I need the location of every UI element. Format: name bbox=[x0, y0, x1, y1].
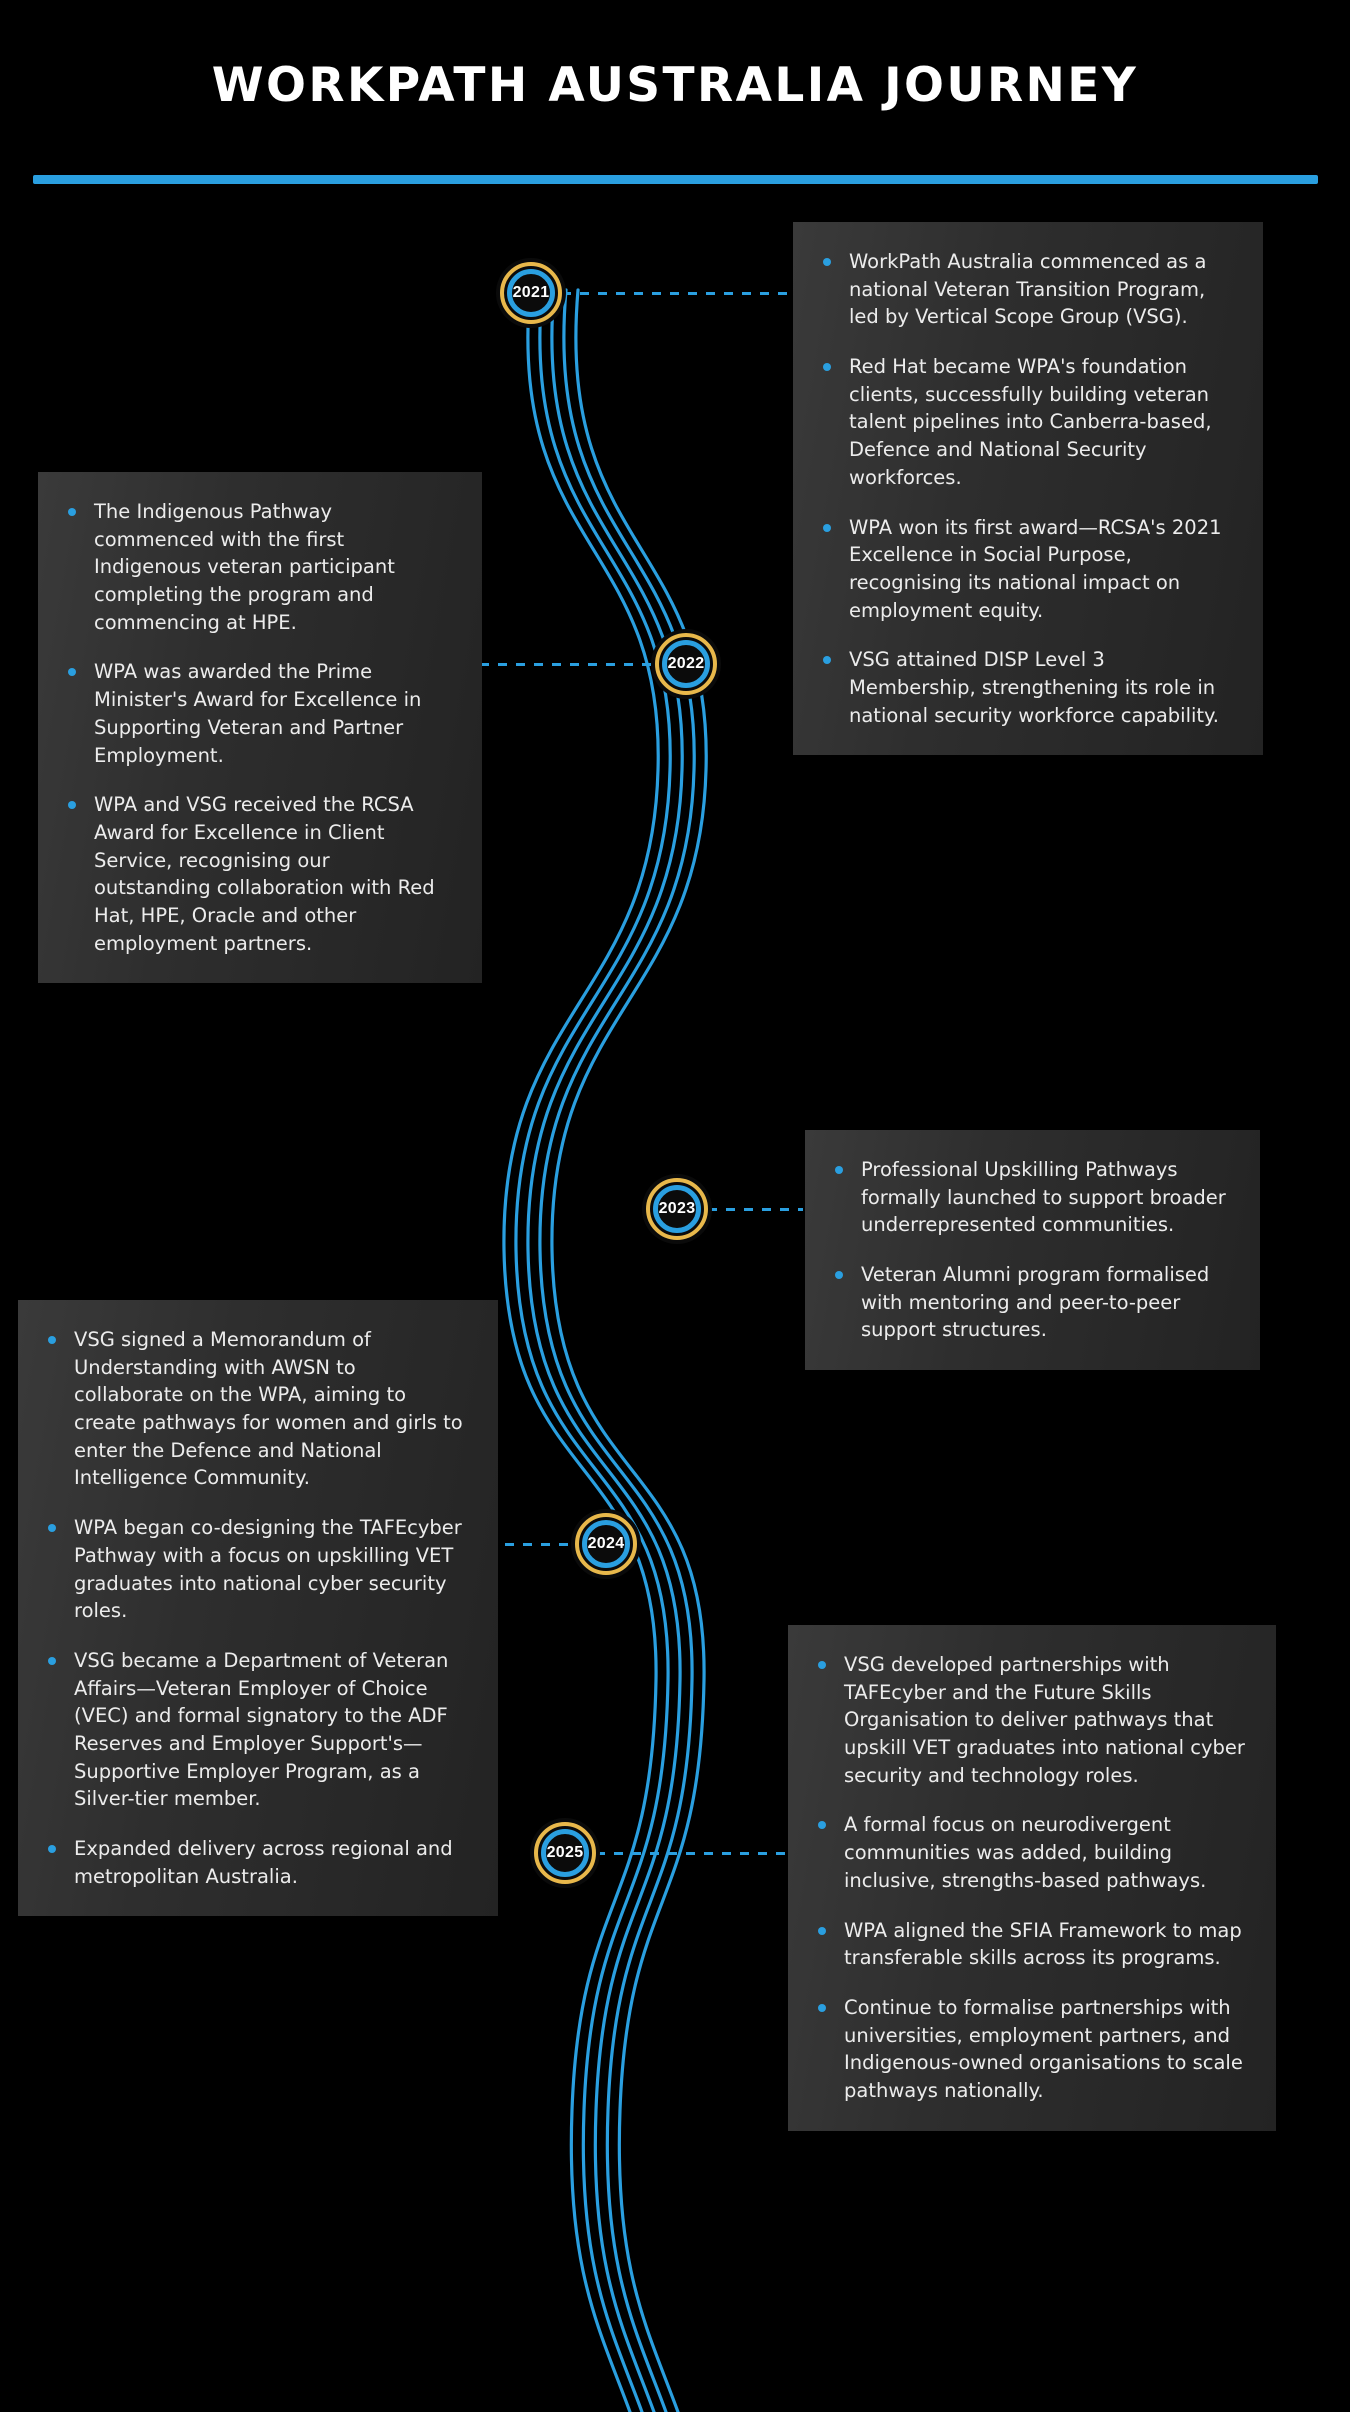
connector-2024 bbox=[487, 1543, 575, 1546]
milestone-list bbox=[815, 248, 1233, 729]
list-item-text: Continue to formalise partnerships with universities, employment partners, and Indigenous-owned organisations to scale pathways nationally. bbox=[844, 1995, 1243, 2102]
title-divider bbox=[33, 175, 1318, 184]
bullet-icon bbox=[818, 1821, 826, 1829]
bullet-icon bbox=[48, 1336, 56, 1344]
connector-2022 bbox=[480, 663, 655, 666]
milestone-list bbox=[810, 1651, 1246, 2105]
milestone-list bbox=[60, 498, 452, 957]
list-item bbox=[815, 248, 1233, 331]
timeline-node-2021[interactable] bbox=[500, 262, 562, 324]
list-item bbox=[827, 1261, 1230, 1344]
page-title: WORKPATH AUSTRALIA JOURNEY bbox=[211, 58, 1139, 113]
list-item bbox=[810, 1651, 1246, 1789]
list-item-text: A formal focus on neurodivergent communities was added, building inclusive, strengths-based pathways. bbox=[844, 1813, 1207, 1892]
bullet-icon bbox=[68, 668, 76, 676]
list-item-text: VSG became a Department of Veteran Affairs—Veteran Employer of Choice (VEC) and formal signatory to the ADF Reserves and Employer Support's—Supportive Employer Program, as a Silver-tier member. bbox=[74, 1648, 449, 1811]
list-item-text: Veteran Alumni program formalised with mentoring and peer-to-peer support structures. bbox=[861, 1263, 1210, 1342]
milestone-card-2025 bbox=[788, 1625, 1276, 2131]
connector-2021 bbox=[562, 292, 797, 295]
list-item bbox=[815, 514, 1233, 625]
list-item-text: VSG attained DISP Level 3 Membership, strengthening its role in national security workforce capability. bbox=[849, 648, 1220, 727]
bullet-icon bbox=[823, 524, 831, 532]
list-item bbox=[60, 658, 452, 769]
list-item bbox=[815, 353, 1233, 491]
list-item-text: VSG signed a Memorandum of Understanding with AWSN to collaborate on the WPA, aiming to create pathways for women and girls to enter the Defence and National Intelligence Community. bbox=[74, 1328, 463, 1490]
list-item-text: The Indigenous Pathway commenced with the first Indigenous veteran participant completing the program and commencing at HPE. bbox=[94, 500, 395, 634]
year-label: 2025 bbox=[546, 1844, 584, 1861]
list-item bbox=[810, 1994, 1246, 2105]
milestone-list bbox=[40, 1326, 468, 1890]
list-item-text: VSG developed partnerships with TAFEcyber and the Future Skills Organisation to deliver pathways that upskill VET graduates into national cyber security and technology roles. bbox=[844, 1653, 1245, 1787]
year-label: 2022 bbox=[667, 655, 705, 672]
list-item-text: WPA won its first award—RCSA's 2021 Excellence in Social Purpose, recognising its national impact on employment equity. bbox=[849, 515, 1222, 622]
list-item-text: WPA aligned the SFIA Framework to map transferable skills across its programs. bbox=[844, 1918, 1242, 1970]
bullet-icon bbox=[823, 258, 831, 266]
list-item-text: Professional Upskilling Pathways formally launched to support broader underrepresented communities. bbox=[861, 1158, 1226, 1237]
list-item-text: WPA was awarded the Prime Minister's Award for Excellence in Supporting Veteran and Partner Employment. bbox=[94, 660, 422, 767]
bullet-icon bbox=[48, 1657, 56, 1665]
list-item bbox=[810, 1811, 1246, 1894]
bullet-icon bbox=[823, 656, 831, 664]
bullet-icon bbox=[818, 1661, 826, 1669]
bullet-icon bbox=[48, 1845, 56, 1853]
bullet-icon bbox=[818, 2004, 826, 2012]
list-item bbox=[60, 791, 452, 957]
milestone-card-2021 bbox=[793, 222, 1263, 755]
year-label: 2023 bbox=[658, 1200, 696, 1217]
year-label: 2024 bbox=[587, 1535, 625, 1552]
bullet-icon bbox=[835, 1166, 843, 1174]
connector-2025 bbox=[596, 1852, 788, 1855]
year-label: 2021 bbox=[512, 284, 550, 301]
page-header bbox=[0, 0, 1350, 210]
timeline-node-2024[interactable] bbox=[575, 1513, 637, 1575]
milestone-card-2024 bbox=[18, 1300, 498, 1916]
list-item-text: Red Hat became WPA's foundation clients, successfully building veteran talent pipelines into Canberra-based, Defence and National Security workforces. bbox=[849, 355, 1212, 489]
list-item bbox=[60, 498, 452, 636]
milestone-card-2023 bbox=[805, 1130, 1260, 1370]
milestone-card-2022 bbox=[38, 472, 482, 983]
list-item bbox=[810, 1917, 1246, 1972]
list-item bbox=[40, 1514, 468, 1625]
bullet-icon bbox=[835, 1271, 843, 1279]
milestone-list bbox=[827, 1156, 1230, 1344]
connector-2023 bbox=[708, 1208, 803, 1211]
list-item-text: WPA and VSG received the RCSA Award for Excellence in Client Service, recognising our outstanding collaboration with Red Hat, HPE, Oracle and other employment partners. bbox=[94, 793, 435, 955]
list-item bbox=[40, 1326, 468, 1492]
timeline-node-2025[interactable] bbox=[534, 1822, 596, 1884]
bullet-icon bbox=[68, 508, 76, 516]
timeline-node-2023[interactable] bbox=[646, 1178, 708, 1240]
list-item bbox=[815, 646, 1233, 729]
timeline-spine bbox=[480, 210, 810, 2412]
list-item bbox=[40, 1835, 468, 1890]
list-item-text: WPA began co-designing the TAFEcyber Pathway with a focus on upskilling VET graduates into national cyber security roles. bbox=[74, 1516, 462, 1623]
timeline-node-2022[interactable] bbox=[655, 633, 717, 695]
list-item-text: WorkPath Australia commenced as a national Veteran Transition Program, led by Vertical Scope Group (VSG). bbox=[849, 250, 1207, 329]
list-item bbox=[827, 1156, 1230, 1239]
list-item bbox=[40, 1647, 468, 1813]
list-item-text: Expanded delivery across regional and metropolitan Australia. bbox=[74, 1837, 453, 1888]
bullet-icon bbox=[818, 1927, 826, 1935]
bullet-icon bbox=[68, 801, 76, 809]
bullet-icon bbox=[48, 1524, 56, 1532]
bullet-icon bbox=[823, 363, 831, 371]
